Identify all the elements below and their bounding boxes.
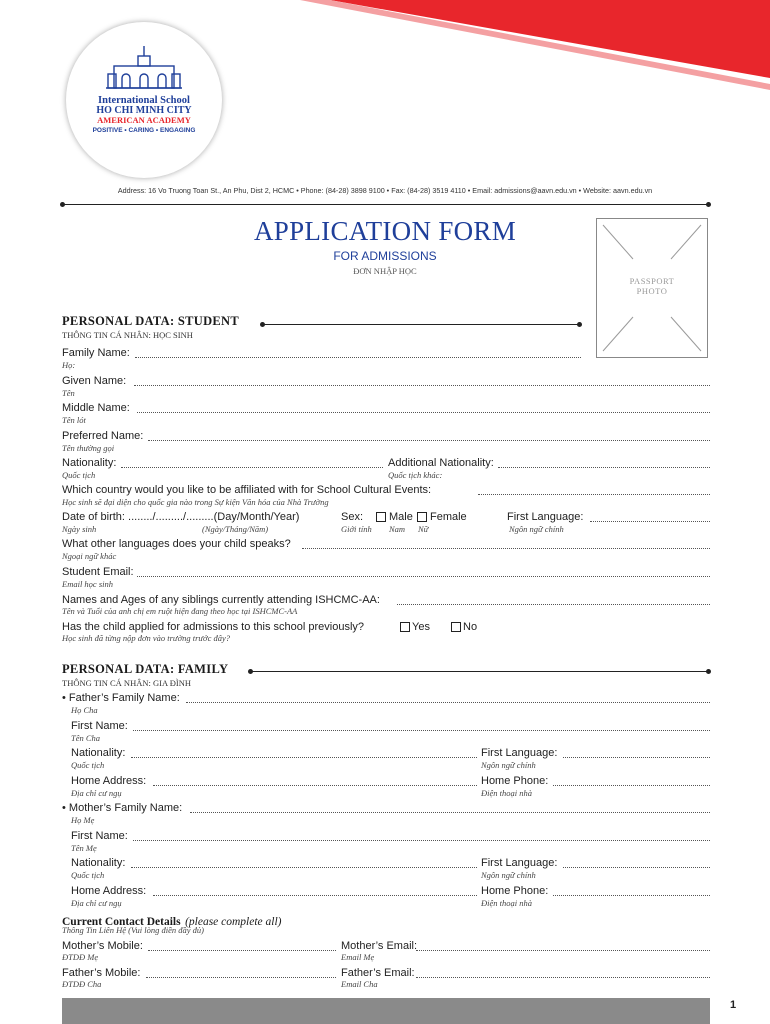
preferred-name-vn: Tên thường gọi — [62, 443, 115, 453]
father-email-label: Father’s Email: — [341, 967, 415, 979]
mother-phone-vn: Điện thoại nhà — [481, 898, 532, 908]
student-email-vn: Email học sinh — [62, 579, 113, 589]
middle-name-label: Middle Name: — [62, 402, 130, 414]
family-rule-dot-left — [248, 669, 253, 674]
additional-nationality-input[interactable] — [498, 459, 710, 468]
first-language-label: First Language: — [507, 511, 584, 523]
previous-yes-checkbox[interactable] — [400, 622, 410, 632]
family-rule-dot-right — [706, 669, 711, 674]
divider-dot-right — [706, 202, 711, 207]
dob-format-vn: (Ngày/Tháng/Năm) — [202, 524, 269, 534]
photo-label-2: PHOTO — [636, 286, 668, 296]
father-language-input[interactable] — [563, 749, 710, 758]
other-languages-input[interactable] — [302, 540, 710, 549]
previous-application-label: Has the child applied for admissions to this school previously? — [62, 621, 365, 633]
family-section-title-vn: THÔNG TIN CÁ NHÂN: GIA ĐÌNH — [62, 678, 191, 688]
father-family-name-input[interactable] — [186, 694, 710, 703]
father-first-name-vn: Tên Cha — [71, 733, 101, 743]
previous-yes-label: Yes — [412, 621, 430, 633]
mother-language-input[interactable] — [563, 859, 710, 868]
sex-label: Sex: — [341, 511, 364, 523]
mother-first-name-vn: Tên Mẹ — [71, 843, 97, 853]
father-family-name-label: • Father’s Family Name: — [62, 692, 180, 704]
dob-vn: Ngày sinh — [62, 524, 97, 534]
nationality-input[interactable] — [121, 459, 383, 468]
female-label: Female — [430, 511, 467, 523]
mother-family-name-label: • Mother’s Family Name: — [62, 802, 183, 814]
family-name-label: Family Name: — [62, 347, 130, 359]
given-name-input[interactable] — [134, 377, 710, 386]
previous-no-checkbox[interactable] — [451, 622, 461, 632]
father-family-name-vn: Họ Cha — [71, 705, 98, 715]
father-phone-input[interactable] — [553, 777, 710, 786]
student-section-title-vn: THÔNG TIN CÁ NHÂN: HỌC SINH — [62, 330, 193, 340]
logo-tagline: POSITIVE • CARING • ENGAGING — [92, 127, 196, 134]
other-languages-vn: Ngoại ngữ khác — [62, 551, 117, 561]
previous-no-label: No — [463, 621, 478, 633]
page-number: 1 — [730, 999, 737, 1011]
student-rule-dot-right — [577, 322, 582, 327]
nationality-vn: Quốc tịch — [62, 470, 96, 480]
mother-mobile-label: Mother’s Mobile: — [62, 940, 143, 952]
mother-email-vn: Email Mẹ — [341, 952, 375, 962]
contact-title: Current Contact Details — [62, 916, 181, 928]
father-nationality-input[interactable] — [131, 749, 477, 758]
given-name-vn: Tên — [62, 388, 75, 398]
previous-application-vn: Học sinh đã từng nộp đơn vào trường trước đây? — [62, 633, 230, 643]
sex-vn: Giới tính — [341, 524, 372, 534]
mother-phone-label: Home Phone: — [481, 885, 549, 897]
male-checkbox[interactable] — [376, 512, 386, 522]
mother-mobile-input[interactable] — [148, 942, 336, 951]
father-mobile-vn: ĐTDĐ Cha — [62, 979, 102, 989]
father-address-input[interactable] — [153, 777, 477, 786]
middle-name-input[interactable] — [137, 404, 710, 413]
mother-language-vn: Ngôn ngữ chính — [481, 870, 536, 880]
father-address-label: Home Address: — [71, 775, 147, 787]
additional-nationality-vn: Quốc tịch khác: — [388, 470, 443, 480]
family-name-vn: Họ: — [62, 360, 76, 370]
mother-email-label: Mother’s Email: — [341, 940, 418, 952]
female-vn: Nữ — [418, 524, 429, 534]
siblings-input[interactable] — [397, 596, 710, 605]
father-first-name-input[interactable] — [133, 722, 710, 731]
mother-family-name-input[interactable] — [190, 804, 710, 813]
father-language-label: First Language: — [481, 747, 558, 759]
male-label: Male — [389, 511, 413, 523]
logo-line-2: HO CHI MINH CITY — [96, 105, 192, 116]
additional-nationality-label: Additional Nationality: — [388, 457, 494, 469]
student-email-label: Student Email: — [62, 566, 134, 578]
student-email-input[interactable] — [137, 568, 710, 577]
contact-title-note: (please complete all) — [185, 916, 282, 928]
other-languages-label: What other languages does your child speaks? — [62, 538, 291, 550]
header-divider — [62, 204, 710, 205]
mother-phone-input[interactable] — [553, 887, 710, 896]
siblings-vn: Tên và Tuổi của anh chị em ruột hiện đang theo học tại ISHCMC-AA — [62, 606, 298, 616]
family-name-input[interactable] — [135, 349, 581, 358]
affiliation-vn: Học sinh sẽ đại diện cho quốc gia nào trong Sự kiện Văn hóa của Nhà Trường — [62, 497, 329, 507]
mother-address-label: Home Address: — [71, 885, 147, 897]
form-subtitle: FOR ADMISSIONS — [333, 249, 437, 263]
female-checkbox[interactable] — [417, 512, 427, 522]
contact-title-vn: Thông Tin Liên Hệ (Vui lòng điền đầy đủ) — [62, 925, 204, 935]
mother-family-name-vn: Họ Mẹ — [71, 815, 95, 825]
father-email-vn: Email Cha — [341, 979, 378, 989]
father-nationality-vn: Quốc tịch — [71, 760, 105, 770]
given-name-label: Given Name: — [62, 375, 127, 387]
passport-photo-box[interactable] — [596, 218, 708, 358]
first-language-input[interactable] — [590, 513, 710, 522]
father-mobile-input[interactable] — [146, 969, 336, 978]
mother-nationality-input[interactable] — [131, 859, 477, 868]
affiliation-input[interactable] — [478, 486, 710, 495]
mother-first-name-label: First Name: — [71, 830, 128, 842]
mother-address-vn: Địa chỉ cư ngụ — [71, 898, 122, 908]
father-email-input[interactable] — [416, 969, 710, 978]
mother-nationality-vn: Quốc tịch — [71, 870, 105, 880]
father-phone-vn: Điện thoại nhà — [481, 788, 532, 798]
mother-address-input[interactable] — [153, 887, 477, 896]
father-mobile-label: Father’s Mobile: — [62, 967, 141, 979]
mother-language-label: First Language: — [481, 857, 558, 869]
family-section-rule — [250, 671, 710, 672]
photo-label-1: PASSPORT — [629, 276, 675, 286]
dob-label: Date of birth: ......../........./.........(Day/Month/Year) — [62, 511, 300, 523]
logo-line-3: AMERICAN ACADEMY — [97, 115, 191, 125]
father-nationality-label: Nationality: — [71, 747, 126, 759]
logo-line-1: International School — [98, 95, 190, 106]
father-phone-label: Home Phone: — [481, 775, 549, 787]
address-line: Address: 16 Vo Truong Toan St., An Phu, Dist 2, HCMC • Phone: (84-28) 3898 9100 • Fax: (84-28) 3519 4110 • Email: admissions@aavn.edu.vn • Website: aavn.edu.vn — [117, 186, 653, 195]
mother-first-name-input[interactable] — [133, 832, 710, 841]
nationality-label: Nationality: — [62, 457, 117, 469]
mother-email-input[interactable] — [416, 942, 710, 951]
siblings-label: Names and Ages of any siblings currently attending ISHCMC-AA: — [62, 594, 380, 606]
student-section-rule — [262, 324, 580, 325]
preferred-name-label: Preferred Name: — [62, 430, 144, 442]
mother-nationality-label: Nationality: — [71, 857, 126, 869]
mother-mobile-vn: ĐTDĐ Mẹ — [62, 952, 99, 962]
student-rule-dot-left — [260, 322, 265, 327]
family-section-title: PERSONAL DATA: FAMILY — [62, 662, 229, 676]
first-language-vn: Ngôn ngữ chính — [509, 524, 564, 534]
footer-bar — [62, 998, 710, 1024]
school-building-icon — [104, 44, 184, 94]
father-first-name-label: First Name: — [71, 720, 128, 732]
father-address-vn: Địa chỉ cư ngụ — [71, 788, 122, 798]
father-language-vn: Ngôn ngữ chính — [481, 760, 536, 770]
form-title: APPLICATION FORM — [253, 216, 517, 246]
divider-dot-left — [60, 202, 65, 207]
preferred-name-input[interactable] — [148, 432, 710, 441]
male-vn: Nam — [389, 524, 406, 534]
middle-name-vn: Tên lót — [62, 415, 86, 425]
student-section-title: PERSONAL DATA: STUDENT — [62, 314, 239, 328]
form-subtitle-vn: ĐƠN NHẬP HỌC — [353, 266, 417, 276]
affiliation-label: Which country would you like to be affiliated with for School Cultural Events: — [62, 484, 432, 496]
